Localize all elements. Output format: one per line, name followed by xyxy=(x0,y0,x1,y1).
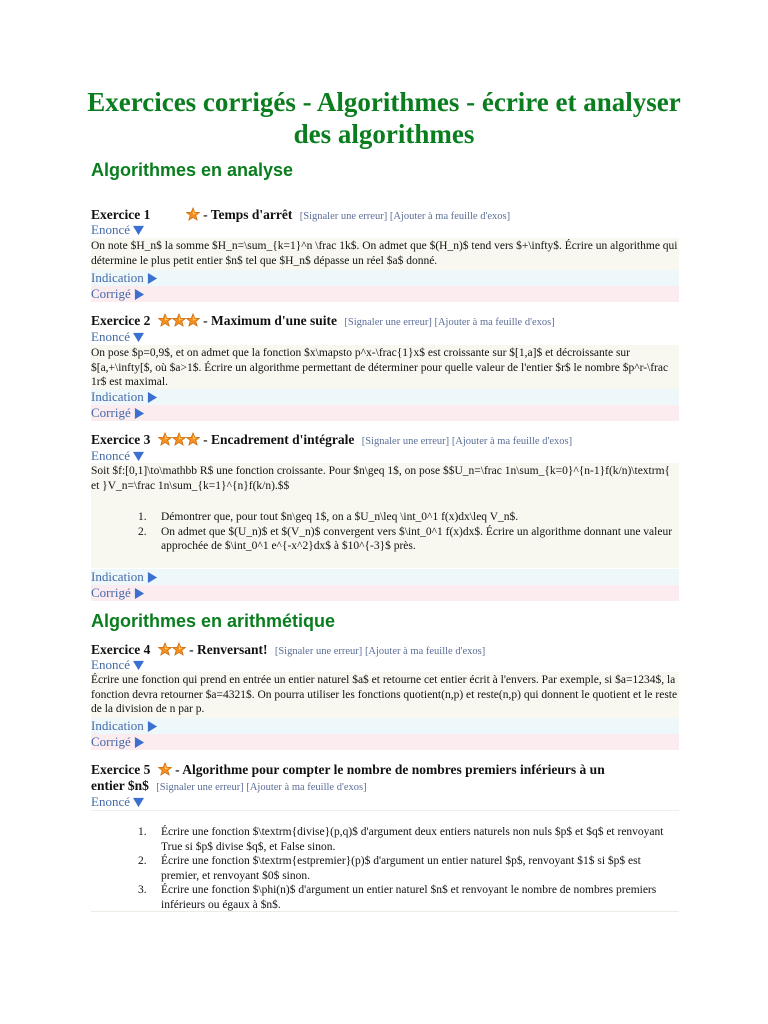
question-list xyxy=(91,825,679,913)
report-error-link[interactable]: [Signaler une erreur] xyxy=(274,646,363,657)
exercise-number: Exercice 5 xyxy=(91,762,151,777)
indication-toggle[interactable] xyxy=(91,569,679,585)
triangle-down-icon xyxy=(133,451,144,462)
triangle-right-icon xyxy=(134,289,145,300)
exercise-name: - Temps d'arrêt xyxy=(203,207,293,222)
question-item: 2. Écrire une fonction $\textrm{estpremier}(p)$ d'argument un entier naturel $p$, renvoyant $1$ si $p$ est premier, et renvoyant $0$ sinon. xyxy=(138,855,641,882)
corrige-toggle[interactable] xyxy=(91,734,679,750)
corrige-toggle[interactable] xyxy=(91,286,679,302)
corrige-label: Corrigé xyxy=(91,585,131,600)
corrige-toggle[interactable] xyxy=(91,405,679,421)
add-to-sheet-link[interactable]: [Ajouter à ma feuille d'exos] xyxy=(389,211,511,222)
enonce-label: Enoncé xyxy=(91,448,130,463)
section-heading-arithmetique: Algorithmes en arithmétique xyxy=(91,611,336,631)
indication-label: Indication xyxy=(91,270,144,285)
exercise-statement xyxy=(91,238,679,270)
corrige-toggle[interactable] xyxy=(91,585,679,601)
exercise-name: - Maximum d'une suite xyxy=(203,313,337,328)
corrige-label: Corrigé xyxy=(91,286,131,301)
exercise-statement xyxy=(91,824,679,912)
triangle-down-icon xyxy=(133,797,144,808)
indication-toggle[interactable] xyxy=(91,389,679,405)
enonce-label: Enoncé xyxy=(91,329,130,344)
enonce-toggle[interactable] xyxy=(91,329,679,345)
triangle-right-icon xyxy=(147,273,158,284)
report-error-link[interactable]: [Signaler une erreur] xyxy=(344,317,432,328)
enonce-toggle[interactable] xyxy=(91,222,679,238)
indication-toggle[interactable] xyxy=(91,718,679,734)
triangle-right-icon xyxy=(134,737,145,748)
report-error-link[interactable]: [Signaler une erreur] xyxy=(156,782,244,793)
indication-label: Indication xyxy=(91,718,144,733)
statement-text: On note $H_n$ la somme $H_n=\sum_{k=1}^n \frac 1k$. On admet que $(H_n)$ tend vers $+\infty$. Écrire un algorithme qui détermine le plus petit entier $n$ tel que $H_n$ dépasse un réel $a$ donné. xyxy=(91,240,678,267)
triangle-right-icon xyxy=(147,572,158,583)
star-icon xyxy=(186,207,200,221)
add-to-sheet-link[interactable]: [Ajouter à ma feuille d'exos] xyxy=(364,646,486,657)
triangle-down-icon xyxy=(133,225,144,236)
exercise-number: Exercice 1 xyxy=(91,207,151,222)
statement-text: Écrire une fonction qui prend en entrée un entier naturel $a$ et retourne cet entier écrit à l'envers. Par exemple, si $a=1234$, la fonction devra retourner $a=4321$. On pourra utiliser les fonctions quotient(n,p) et reste(n,p) qui donnent le quotient et le reste de la division de n par p. xyxy=(91,674,678,716)
corrige-label: Corrigé xyxy=(91,734,131,749)
star-icon xyxy=(172,313,186,327)
add-to-sheet-link[interactable]: [Ajouter à ma feuille d'exos] xyxy=(451,436,573,447)
exercise-number: Exercice 2 xyxy=(91,313,151,328)
page-title: Exercices corrigés - Algorithmes - écrire et analyser des algorithmes xyxy=(87,87,681,149)
star-icon xyxy=(158,432,172,446)
add-to-sheet-link[interactable]: [Ajouter à ma feuille d'exos] xyxy=(246,782,367,793)
triangle-right-icon xyxy=(147,392,158,403)
indication-label: Indication xyxy=(91,569,144,584)
statement-text: Soit $f:[0,1]\to\mathbb R$ une fonction croissante. Pour $n\geq 1$, on pose $$U_n=\frac 1n\sum_{k=0}^{n-1}f(k/n)\textrm{ et }V_n=\frac 1n\sum_{k=1}^{n}f(k/n).$$ xyxy=(91,465,671,492)
star-icon xyxy=(172,432,186,446)
question-item: 1. Démontrer que, pour tout $n\geq 1$, on a $U_n\leq \int_0^1 f(x)dx\leq V_n$. xyxy=(138,511,519,524)
question-item: 2. On admet que $(U_n)$ et $(V_n)$ convergent vers $\int_0^1 f(x)dx$. Écrire un algorithme donnant une valeur approchée de $\int_0^1 e^{-x^2}dx$ à $10^{-3}$ près. xyxy=(138,525,673,553)
divider xyxy=(91,810,679,811)
indication-toggle[interactable] xyxy=(91,270,679,286)
indication-label: Indication xyxy=(91,389,144,404)
exercise-number: Exercice 4 xyxy=(91,642,151,657)
enonce-label: Enoncé xyxy=(91,794,130,809)
statement-text: On pose $p=0,9$, et on admet que la fonction $x\mapsto p^x-\frac{1}x$ est croissante sur $[1,a]$ et décroissante sur $[a,+\infty[$, où $a>1$. Écrire un algorithme permettant de déterminer pour quelle valeur de l'entier $r$ le nombre $p^r-\frac 1r$ est maximal. xyxy=(91,347,669,389)
triangle-down-icon xyxy=(133,332,144,343)
triangle-right-icon xyxy=(134,408,145,419)
exercise-name: - Renversant! xyxy=(189,642,268,657)
question-item: 1. Écrire une fonction $\textrm{divise}(p,q)$ d'argument deux entiers naturels non nuls $p$ et $q$ et renvoyant True si $p$ divise $q$, et False sinon. xyxy=(138,826,664,853)
triangle-right-icon xyxy=(134,588,145,599)
enonce-toggle[interactable] xyxy=(91,448,679,464)
enonce-label: Enoncé xyxy=(91,657,130,672)
exercise-name-cont: entier $n$ xyxy=(91,778,149,793)
exercise-name: - Encadrement d'intégrale xyxy=(203,432,355,447)
report-error-link[interactable]: [Signaler une erreur] xyxy=(299,211,388,222)
exercise-number: Exercice 3 xyxy=(91,432,151,447)
enonce-toggle[interactable] xyxy=(91,794,679,810)
exercise-statement xyxy=(91,672,679,718)
question-list xyxy=(91,510,679,554)
question-item: 3. Écrire une fonction $\phi(n)$ d'argument un entier naturel $n$ et renvoyant le nombre de nombres premiers inférieurs ou égaux à $n$. xyxy=(138,884,657,911)
exercise-5-title-cont xyxy=(91,778,367,794)
star-icon xyxy=(186,313,200,327)
star-icon xyxy=(158,313,172,327)
exercise-statement xyxy=(91,463,679,568)
report-error-link[interactable]: [Signaler une erreur] xyxy=(361,436,450,447)
exercise-name: - Algorithme pour compter le nombre de nombres premiers inférieurs à un xyxy=(175,762,605,777)
add-to-sheet-link[interactable]: [Ajouter à ma feuille d'exos] xyxy=(434,317,555,328)
enonce-label: Enoncé xyxy=(91,222,130,237)
star-icon xyxy=(158,762,172,776)
star-icon xyxy=(172,642,186,656)
exercise-statement xyxy=(91,345,679,389)
star-icon xyxy=(158,642,172,656)
enonce-toggle[interactable] xyxy=(91,657,679,673)
triangle-down-icon xyxy=(133,660,144,671)
corrige-label: Corrigé xyxy=(91,405,131,420)
section-heading-analyse: Algorithmes en analyse xyxy=(91,160,294,180)
star-icon xyxy=(186,432,200,446)
triangle-right-icon xyxy=(147,721,158,732)
